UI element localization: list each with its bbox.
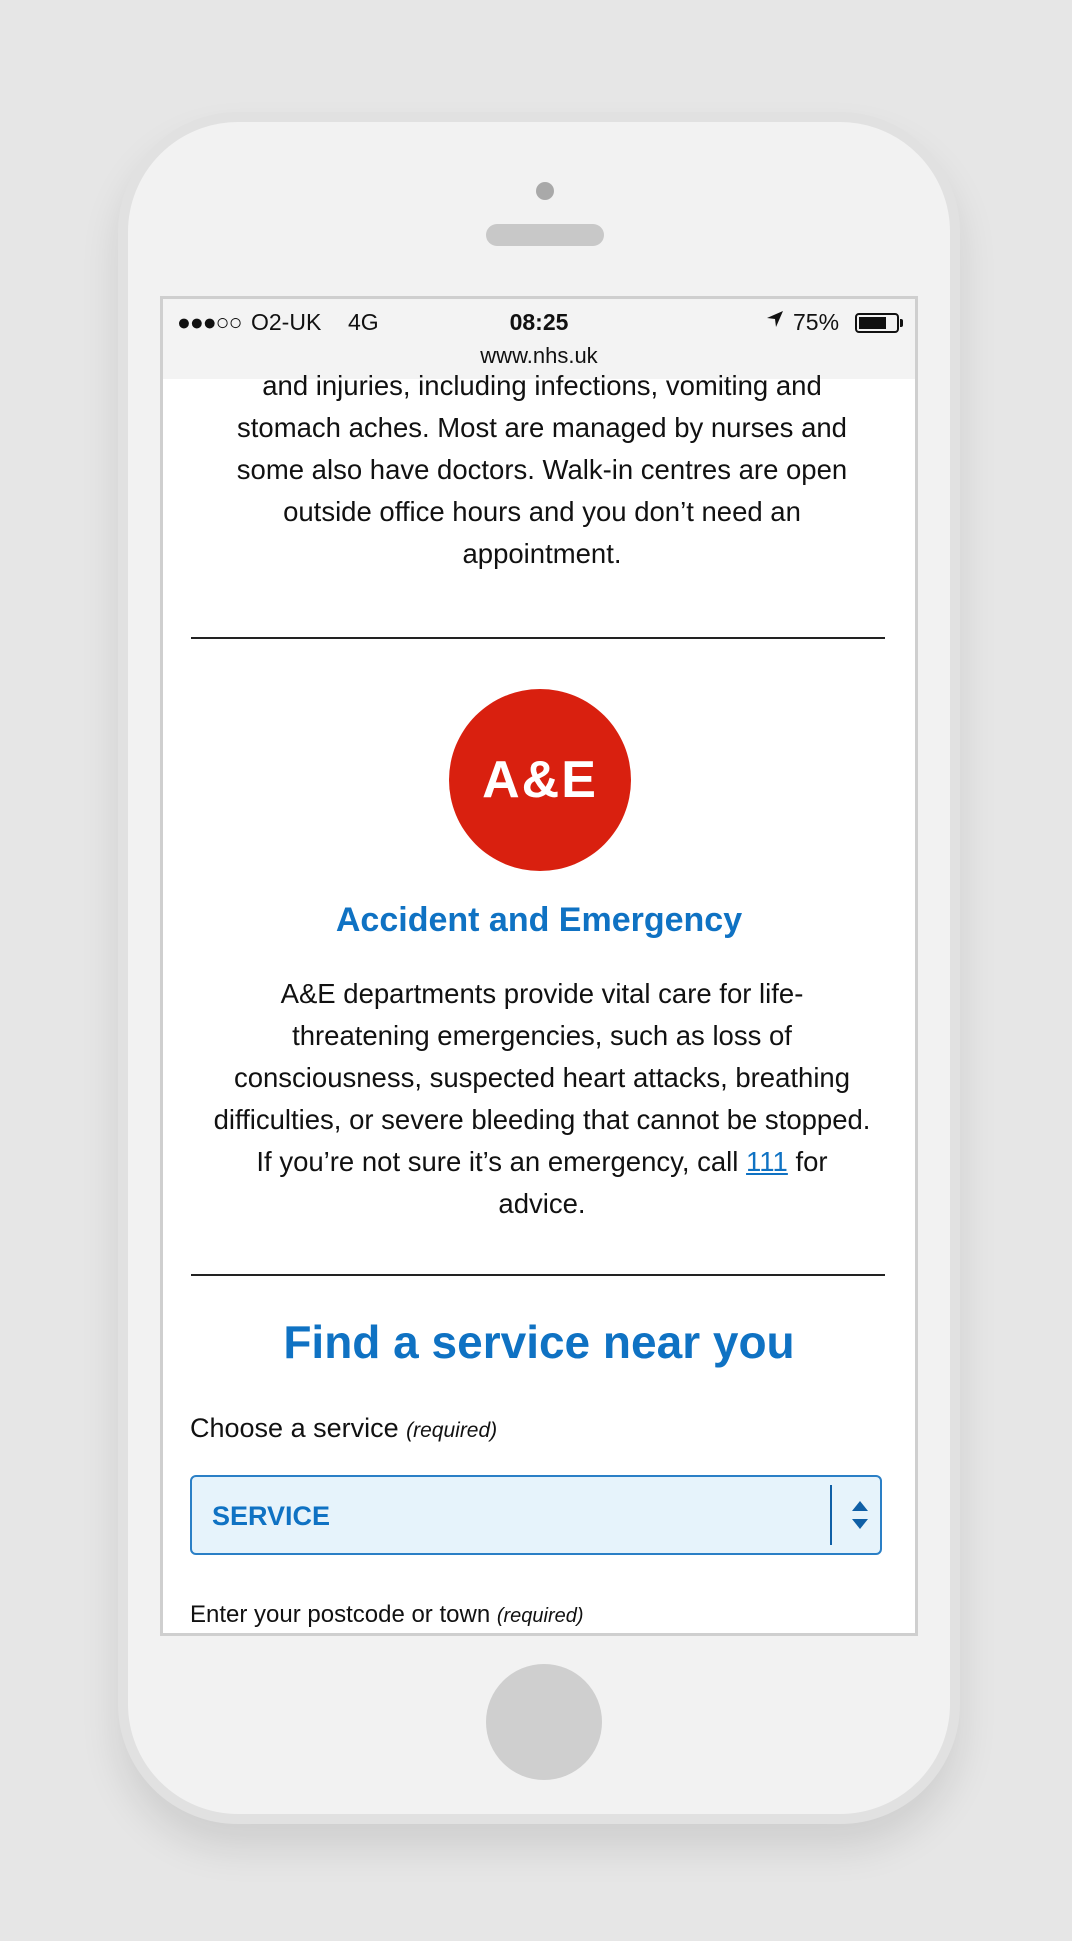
section-divider xyxy=(191,1274,885,1276)
status-time: 08:25 xyxy=(509,309,569,335)
battery-fill xyxy=(859,317,886,329)
ae-description-text: A&E departments provide vital care for life-threatening emergencies, such as loss of consciousness, suspected heart attacks, breathing difficulties, or severe bleeding that cannot be stopped. If you’re not sure it’s an emergency, call xyxy=(213,978,871,1177)
camera-dot xyxy=(536,182,554,200)
ae-badge-icon: A&E xyxy=(449,689,631,871)
address-bar-url[interactable]: www.nhs.uk xyxy=(480,343,598,368)
select-separator xyxy=(830,1485,832,1545)
section-divider xyxy=(191,637,885,639)
carrier-name: O2-UK xyxy=(251,309,322,335)
service-select[interactable] xyxy=(190,1475,882,1555)
home-button[interactable] xyxy=(486,1664,602,1780)
ae-heading: Accident and Emergency xyxy=(335,901,743,939)
postcode-label xyxy=(190,1601,584,1629)
battery-percent: 75% xyxy=(793,309,840,335)
signal-strength-icon: ●●●○○ xyxy=(177,309,242,335)
postcode-label-text: Enter your postcode or town xyxy=(190,1601,491,1628)
battery-icon xyxy=(855,313,899,333)
phone-screen xyxy=(160,296,918,1636)
battery-tip xyxy=(900,319,903,327)
location-arrow-icon xyxy=(765,309,785,335)
postcode-required-note: (required) xyxy=(496,1605,584,1627)
select-arrows-icon[interactable] xyxy=(842,1489,878,1541)
ae-description-tail: for advice. xyxy=(498,1146,828,1219)
service-required-note: (required) xyxy=(406,1419,498,1442)
network-type: 4G xyxy=(348,309,379,335)
service-select-value: SERVICE xyxy=(212,1501,331,1531)
service-label xyxy=(190,1413,497,1444)
find-service-heading: Find a service near you xyxy=(283,1316,795,1368)
ae-description xyxy=(213,973,871,1225)
service-label-text: Choose a service xyxy=(190,1413,399,1443)
earpiece-speaker xyxy=(486,224,604,246)
call-111-link[interactable]: 111 xyxy=(746,1146,788,1177)
walk-in-description: and injuries, including infections, vomiting and stomach aches. Most are managed by nurses and some also have doctors. Walk-in centres are open outside office hours and you don’t need an appointment. xyxy=(236,370,848,569)
